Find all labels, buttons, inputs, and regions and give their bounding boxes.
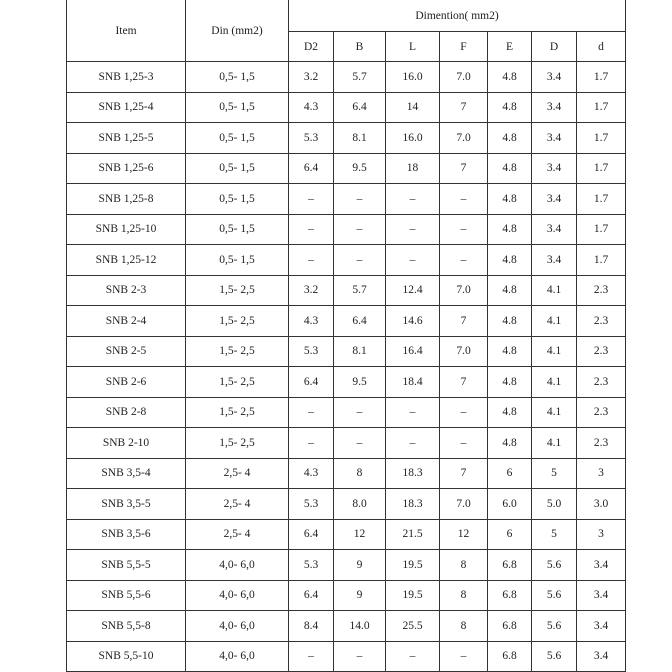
table-row: [67, 458, 626, 489]
cell-b: 6.4: [334, 306, 386, 337]
cell-d-lower: 2.3: [577, 397, 626, 428]
cell-d-upper: 5.0: [532, 489, 577, 520]
table-row: [67, 397, 626, 428]
table-row: [67, 275, 626, 306]
cell-item: SNB 5,5-8: [67, 611, 186, 642]
cell-din: 4,0- 6,0: [186, 611, 289, 642]
cell-l: 12.4: [386, 275, 440, 306]
cell-f: 8: [440, 611, 488, 642]
cell-e: 4.8: [488, 153, 532, 184]
cell-din: 1,5- 2,5: [186, 367, 289, 398]
cell-e: 4.8: [488, 214, 532, 245]
cell-l: 18: [386, 153, 440, 184]
cell-d2: 6.4: [289, 519, 334, 550]
cell-d-lower: 2.3: [577, 306, 626, 337]
cell-d2: 5.3: [289, 550, 334, 581]
cell-item: SNB 1,25-4: [67, 92, 186, 123]
spec-table: [66, 0, 626, 672]
cell-din: 2,5- 4: [186, 519, 289, 550]
cell-d-lower: 1.7: [577, 123, 626, 154]
cell-e: 4.8: [488, 92, 532, 123]
cell-din: 2,5- 4: [186, 489, 289, 520]
cell-din: 0,5- 1,5: [186, 123, 289, 154]
cell-f: –: [440, 428, 488, 459]
cell-f: 8: [440, 580, 488, 611]
cell-d-lower: 2.3: [577, 275, 626, 306]
cell-din: 1,5- 2,5: [186, 275, 289, 306]
cell-d-upper: 3.4: [532, 153, 577, 184]
cell-d-upper: 3.4: [532, 214, 577, 245]
table-row: [67, 519, 626, 550]
cell-din: 0,5- 1,5: [186, 245, 289, 276]
cell-l: –: [386, 397, 440, 428]
table-row: [67, 245, 626, 276]
cell-f: 7.0: [440, 123, 488, 154]
cell-item: SNB 2-8: [67, 397, 186, 428]
table-row: [67, 611, 626, 642]
cell-f: –: [440, 214, 488, 245]
cell-din: 1,5- 2,5: [186, 336, 289, 367]
cell-l: 21.5: [386, 519, 440, 550]
cell-b: 9.5: [334, 367, 386, 398]
cell-din: 0,5- 1,5: [186, 184, 289, 215]
cell-l: –: [386, 245, 440, 276]
cell-item: SNB 2-5: [67, 336, 186, 367]
cell-d2: 3.2: [289, 62, 334, 93]
cell-l: 18.3: [386, 458, 440, 489]
cell-f: 8: [440, 550, 488, 581]
cell-l: 19.5: [386, 580, 440, 611]
header-e: E: [488, 32, 532, 62]
cell-b: 8.0: [334, 489, 386, 520]
cell-din: 0,5- 1,5: [186, 92, 289, 123]
cell-f: 12: [440, 519, 488, 550]
cell-b: 9: [334, 580, 386, 611]
cell-item: SNB 3,5-4: [67, 458, 186, 489]
cell-f: –: [440, 245, 488, 276]
cell-e: 6.8: [488, 641, 532, 672]
cell-d-upper: 4.1: [532, 275, 577, 306]
cell-d2: 4.3: [289, 306, 334, 337]
cell-d-upper: 5.6: [532, 611, 577, 642]
cell-d2: 8.4: [289, 611, 334, 642]
cell-din: 2,5- 4: [186, 458, 289, 489]
cell-e: 4.8: [488, 123, 532, 154]
cell-e: 6: [488, 519, 532, 550]
cell-item: SNB 2-10: [67, 428, 186, 459]
cell-d-upper: 4.1: [532, 428, 577, 459]
cell-d-lower: 1.7: [577, 153, 626, 184]
cell-din: 4,0- 6,0: [186, 550, 289, 581]
header-d: d: [577, 32, 626, 62]
header-item: Item: [67, 0, 186, 62]
cell-item: SNB 3,5-6: [67, 519, 186, 550]
header-f: F: [440, 32, 488, 62]
cell-d2: –: [289, 214, 334, 245]
cell-din: 1,5- 2,5: [186, 428, 289, 459]
cell-l: 14: [386, 92, 440, 123]
table-row: [67, 489, 626, 520]
cell-b: 9.5: [334, 153, 386, 184]
cell-item: SNB 1,25-5: [67, 123, 186, 154]
cell-e: 6.0: [488, 489, 532, 520]
cell-d-upper: 5.6: [532, 550, 577, 581]
cell-din: 0,5- 1,5: [186, 62, 289, 93]
cell-din: 1,5- 2,5: [186, 397, 289, 428]
table-row: [67, 306, 626, 337]
cell-f: 7: [440, 458, 488, 489]
cell-d-upper: 3.4: [532, 62, 577, 93]
cell-item: SNB 5,5-10: [67, 641, 186, 672]
table-row: [67, 214, 626, 245]
cell-b: 8.1: [334, 123, 386, 154]
cell-d2: –: [289, 428, 334, 459]
cell-din: 1,5- 2,5: [186, 306, 289, 337]
cell-item: SNB 5,5-5: [67, 550, 186, 581]
cell-d2: 3.2: [289, 275, 334, 306]
cell-l: 16.4: [386, 336, 440, 367]
cell-d-lower: 3.0: [577, 489, 626, 520]
cell-d-lower: 2.3: [577, 428, 626, 459]
table-row: [67, 92, 626, 123]
cell-b: 9: [334, 550, 386, 581]
cell-l: –: [386, 641, 440, 672]
cell-d-upper: 3.4: [532, 123, 577, 154]
table-header: [67, 0, 626, 62]
cell-d-upper: 5: [532, 458, 577, 489]
cell-l: –: [386, 184, 440, 215]
table-row: [67, 153, 626, 184]
table-row: [67, 428, 626, 459]
table-body: [67, 62, 626, 672]
table-row: [67, 62, 626, 93]
table-row: [67, 367, 626, 398]
cell-f: 7.0: [440, 275, 488, 306]
cell-item: SNB 1,25-6: [67, 153, 186, 184]
cell-b: –: [334, 184, 386, 215]
cell-e: 4.8: [488, 336, 532, 367]
cell-l: –: [386, 428, 440, 459]
cell-d-upper: 3.4: [532, 92, 577, 123]
cell-f: 7: [440, 92, 488, 123]
cell-b: –: [334, 214, 386, 245]
cell-d-lower: 1.7: [577, 92, 626, 123]
cell-d-lower: 3.4: [577, 611, 626, 642]
cell-e: 4.8: [488, 184, 532, 215]
table-row: [67, 123, 626, 154]
cell-d-lower: 2.3: [577, 367, 626, 398]
cell-e: 4.8: [488, 428, 532, 459]
cell-d2: 4.3: [289, 92, 334, 123]
cell-d-lower: 3.4: [577, 580, 626, 611]
cell-b: 14.0: [334, 611, 386, 642]
table-row: [67, 184, 626, 215]
cell-b: 8: [334, 458, 386, 489]
cell-f: 7: [440, 306, 488, 337]
cell-d2: 6.4: [289, 367, 334, 398]
cell-din: 4,0- 6,0: [186, 580, 289, 611]
cell-item: SNB 1,25-12: [67, 245, 186, 276]
cell-l: 16.0: [386, 123, 440, 154]
cell-b: –: [334, 428, 386, 459]
header-d2: D2: [289, 32, 334, 62]
cell-e: 4.8: [488, 397, 532, 428]
cell-b: –: [334, 641, 386, 672]
cell-e: 4.8: [488, 62, 532, 93]
cell-e: 6.8: [488, 580, 532, 611]
cell-l: –: [386, 214, 440, 245]
cell-f: 7.0: [440, 489, 488, 520]
cell-e: 4.8: [488, 306, 532, 337]
table-row: [67, 580, 626, 611]
header-l: L: [386, 32, 440, 62]
cell-f: 7: [440, 367, 488, 398]
cell-f: 7.0: [440, 336, 488, 367]
cell-l: 16.0: [386, 62, 440, 93]
cell-e: 4.8: [488, 275, 532, 306]
header-b: B: [334, 32, 386, 62]
cell-din: 4,0- 6,0: [186, 641, 289, 672]
cell-e: 6: [488, 458, 532, 489]
cell-item: SNB 5,5-6: [67, 580, 186, 611]
cell-item: SNB 1,25-10: [67, 214, 186, 245]
cell-d2: 5.3: [289, 489, 334, 520]
cell-item: SNB 3,5-5: [67, 489, 186, 520]
cell-e: 6.8: [488, 550, 532, 581]
cell-d2: 6.4: [289, 153, 334, 184]
table-row: [67, 336, 626, 367]
cell-d-upper: 4.1: [532, 367, 577, 398]
table-row: [67, 550, 626, 581]
cell-f: –: [440, 184, 488, 215]
cell-e: 6.8: [488, 611, 532, 642]
cell-d-lower: 2.3: [577, 336, 626, 367]
cell-d2: –: [289, 641, 334, 672]
cell-d2: 5.3: [289, 123, 334, 154]
cell-item: SNB 2-6: [67, 367, 186, 398]
cell-d2: –: [289, 397, 334, 428]
cell-d-lower: 3.4: [577, 641, 626, 672]
cell-l: 18.4: [386, 367, 440, 398]
cell-d-upper: 5: [532, 519, 577, 550]
cell-f: –: [440, 641, 488, 672]
cell-d2: –: [289, 184, 334, 215]
cell-l: 14.6: [386, 306, 440, 337]
cell-d2: 5.3: [289, 336, 334, 367]
cell-b: 6.4: [334, 92, 386, 123]
cell-d-lower: 1.7: [577, 245, 626, 276]
cell-f: 7: [440, 153, 488, 184]
header-dimention: Dimention( mm2): [289, 0, 626, 32]
cell-d2: 6.4: [289, 580, 334, 611]
cell-d-lower: 1.7: [577, 184, 626, 215]
table-row: [67, 641, 626, 672]
cell-d-lower: 1.7: [577, 214, 626, 245]
cell-item: SNB 1,25-3: [67, 62, 186, 93]
cell-b: 5.7: [334, 275, 386, 306]
cell-b: 12: [334, 519, 386, 550]
cell-b: –: [334, 245, 386, 276]
cell-b: 5.7: [334, 62, 386, 93]
cell-item: SNB 2-4: [67, 306, 186, 337]
cell-l: 25.5: [386, 611, 440, 642]
cell-d-lower: 3.4: [577, 550, 626, 581]
spec-table-container: [66, 0, 625, 672]
cell-e: 4.8: [488, 245, 532, 276]
cell-d2: –: [289, 245, 334, 276]
cell-d-lower: 3: [577, 519, 626, 550]
cell-d-upper: 4.1: [532, 336, 577, 367]
header-din: Din (mm2): [186, 0, 289, 62]
cell-din: 0,5- 1,5: [186, 214, 289, 245]
cell-d-upper: 3.4: [532, 245, 577, 276]
cell-l: 19.5: [386, 550, 440, 581]
header-d-upper: D: [532, 32, 577, 62]
cell-item: SNB 1,25-8: [67, 184, 186, 215]
cell-b: 8.1: [334, 336, 386, 367]
cell-d-lower: 1.7: [577, 62, 626, 93]
cell-f: –: [440, 397, 488, 428]
cell-d2: 4.3: [289, 458, 334, 489]
cell-f: 7.0: [440, 62, 488, 93]
cell-l: 18.3: [386, 489, 440, 520]
cell-b: –: [334, 397, 386, 428]
cell-din: 0,5- 1,5: [186, 153, 289, 184]
cell-d-upper: 4.1: [532, 397, 577, 428]
cell-d-upper: 5.6: [532, 641, 577, 672]
cell-d-upper: 4.1: [532, 306, 577, 337]
cell-d-upper: 3.4: [532, 184, 577, 215]
cell-e: 4.8: [488, 367, 532, 398]
cell-item: SNB 2-3: [67, 275, 186, 306]
cell-d-lower: 3: [577, 458, 626, 489]
cell-d-upper: 5.6: [532, 580, 577, 611]
